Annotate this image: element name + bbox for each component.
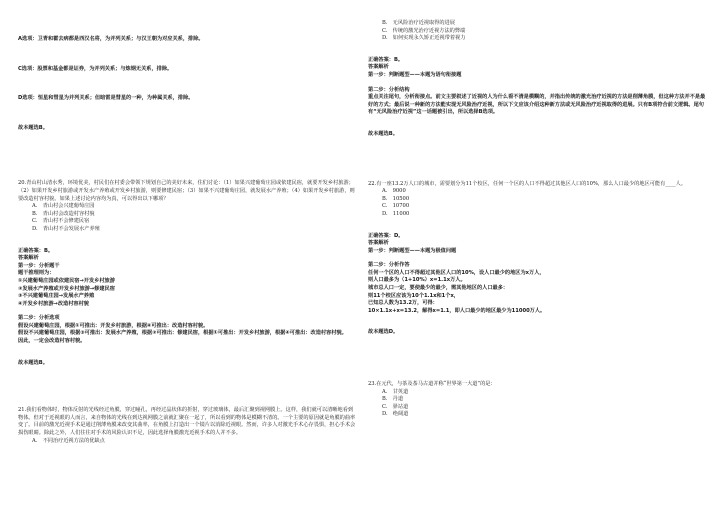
question-23-stem: 23.在元代，与茶及茶马古道并称“世界第一大道”的是：	[368, 381, 496, 388]
step-one: 第一步：判断题型——本题为极值问题	[368, 247, 457, 254]
step-two: 第二步：分析结构	[368, 86, 410, 93]
step-one-sub: 题干推理则为：	[18, 270, 55, 277]
question-22-stem: 22.有一座13.2万人口的城市，需要划分为11个校区，任何一个区的人口不得超过其他区人口的10%，那么人口最少的地区可能有____人。	[368, 180, 687, 187]
reasoning-1: 假设兴建葡萄庄园，根据①可推出：开发乡村旅游，根据④可推出：改造村容村貌。	[18, 322, 209, 329]
solution-line: 则11个校区应该为10个1.1x和1个x，	[368, 292, 459, 299]
option-a: A. 青山村会兴建葡萄庄园	[32, 203, 95, 210]
option-c: C. 传统的激光治疗近视方法的弊端	[382, 27, 466, 34]
final-answer: 故本题选B。	[18, 124, 48, 131]
correct-answer: 正确答案：B。	[368, 56, 404, 63]
option-c: C. 青山村不会修建民宿	[32, 218, 90, 225]
option-a: A. 9000	[382, 188, 406, 195]
option-c: C. 10700	[382, 203, 410, 210]
option-b: B. 丹道	[382, 396, 404, 403]
step-two: 第二步：分析作答	[368, 262, 410, 269]
explanation-line: C选项：股票和基金都是证券，为并列关系；与炼钢无关系，排除。	[18, 65, 173, 72]
step-one: 第一步：判断题型——本题为语句衔接题	[368, 71, 462, 78]
final-answer: 故本题选B。	[18, 359, 48, 366]
rule-3: ③不兴建葡萄庄园→发展水产养殖	[18, 293, 95, 300]
analysis-title: 答案解析	[368, 64, 389, 71]
explanation-line: A选项：卫青和霍去病都是西汉名将，为并列关系；与汉王朝为对应关系，排除。	[18, 36, 204, 42]
option-b: B. 无风险治疗近视取得的进展	[382, 20, 455, 26]
analysis-body: 重点关注尾句，分析衔接点。前文主要叙述了近视的人为什么看不清是模糊的，并指出传统的激光治疗近视的方法是削薄角膜，但这种方法并不是最好的方式；最后说一种新的方法能实现无风险治疗近视，所以下文应该介绍这种新方法或无风险治疗近视取得的进展。只有B项符合前文逻辑。尾句有“无风险治疗近视”这一话题被引出，所以选择B选项。	[368, 94, 706, 116]
solution-line: 10×1.1x+x=13.2，解得x=1.1，即人口最少的地区最少为11000万人。	[368, 307, 546, 314]
rule-4: ④开发乡村旅游→改造村容村貌	[18, 300, 89, 307]
rule-2: ②发展水产养殖或开发乡村旅游→修建民宿	[18, 285, 115, 292]
step-one: 第一步：分析题干	[18, 262, 60, 269]
solution-line: 则人口最多为（1+10%）x=1.1x万人。	[368, 277, 466, 284]
solution-line: 任何一个区的人口不得超过其他区人口的10%，设人口最少的地区为x万人，	[368, 269, 545, 276]
question-20-stem: 20.青山村山清水秀，环境优美，村民们在村委会带领下规划自己的美好未来，住们讨论：（1）如果兴建葡萄庄园或依建民宿，就要开发乡村旅游；（2）如果开发乡村旅游或开发水产养殖或开发乡村旅游，则要修建民宿；（3）如果不兴建葡萄庄园，就发展水产养殖；（4）如果开发乡村旅游，则要改造村容村貌。如果上述讨论内容均为真，可以得出以下哪项？	[18, 180, 355, 202]
reasoning-2: 假设不兴建葡萄庄园，根据③可推出：发展水产养殖，根据②可推出：修建民宿，根据①可推出：开发乡村旅游，根据④可推出：改造村容村貌。	[18, 330, 347, 337]
step-two: 第二步：分析选项	[18, 315, 60, 322]
option-b: B. 10500	[382, 195, 410, 202]
question-21-stem: 21.我们看物体时，物体反射的光线经过角膜，穿过瞳孔，再经过晶状体的折射，穿过玻璃体，最后汇聚到视网膜上。这样，我们就可以清晰地看到物体。但对于近视眼的人而言，来自物体的光线在到达视网膜之前就汇聚在一起了，所以看到的物体是模糊不清的。一个主要的原因就是角膜的曲率变了。目前的激光近视手术是通过削薄角膜来改变其曲率，在角膜上打造出一个镜片以消除近视眼。然而，许多人对激光手术心存畏惧，担心手术会损伤眼睛。除此之外，人们往往对手术的风险认识不足，因此选择角膜激光近视手术的人并不多。	[18, 407, 356, 437]
conclusion: 因此，一定会改造村容村貌。	[18, 338, 86, 345]
final-answer: 故本题选B。	[368, 130, 398, 137]
correct-answer: 正确答案：B。	[18, 247, 54, 254]
option-d: D. 青山村不会发展水产养殖	[32, 225, 100, 232]
correct-answer: 正确答案：D。	[368, 232, 404, 239]
right-column	[368, 0, 708, 419]
option-a: A. 不同治疗近视方法的优缺点	[32, 437, 105, 444]
option-a: A. 甘英道	[382, 388, 409, 395]
option-b: B. 青山村会改造村容村貌	[32, 210, 95, 217]
solution-line: 城市总人口一定，要使最少的最少，需其他地区的人口最多：	[368, 285, 509, 292]
option-d: D. 11000	[382, 210, 410, 217]
analysis-title: 答案解析	[368, 240, 389, 247]
option-c: C. 驿站道	[382, 403, 409, 410]
solution-line: 已知总人数为13.2万，可得：	[368, 300, 438, 307]
final-answer: 故本题选D。	[368, 329, 399, 336]
option-d: D. 如何实现永久矫正近视带着视力	[382, 35, 466, 42]
option-d: D. 绝阔道	[382, 411, 409, 418]
rule-1: ①兴建葡萄庄园或依建民宿→开发乡村旅游	[18, 277, 115, 284]
left-column	[18, 0, 358, 445]
analysis-title: 答案解析	[18, 255, 39, 262]
explanation-line: D选项：恒星和彗星为并列关系；但暗雷是彗星的一种，为种属关系，排除。	[18, 95, 194, 102]
